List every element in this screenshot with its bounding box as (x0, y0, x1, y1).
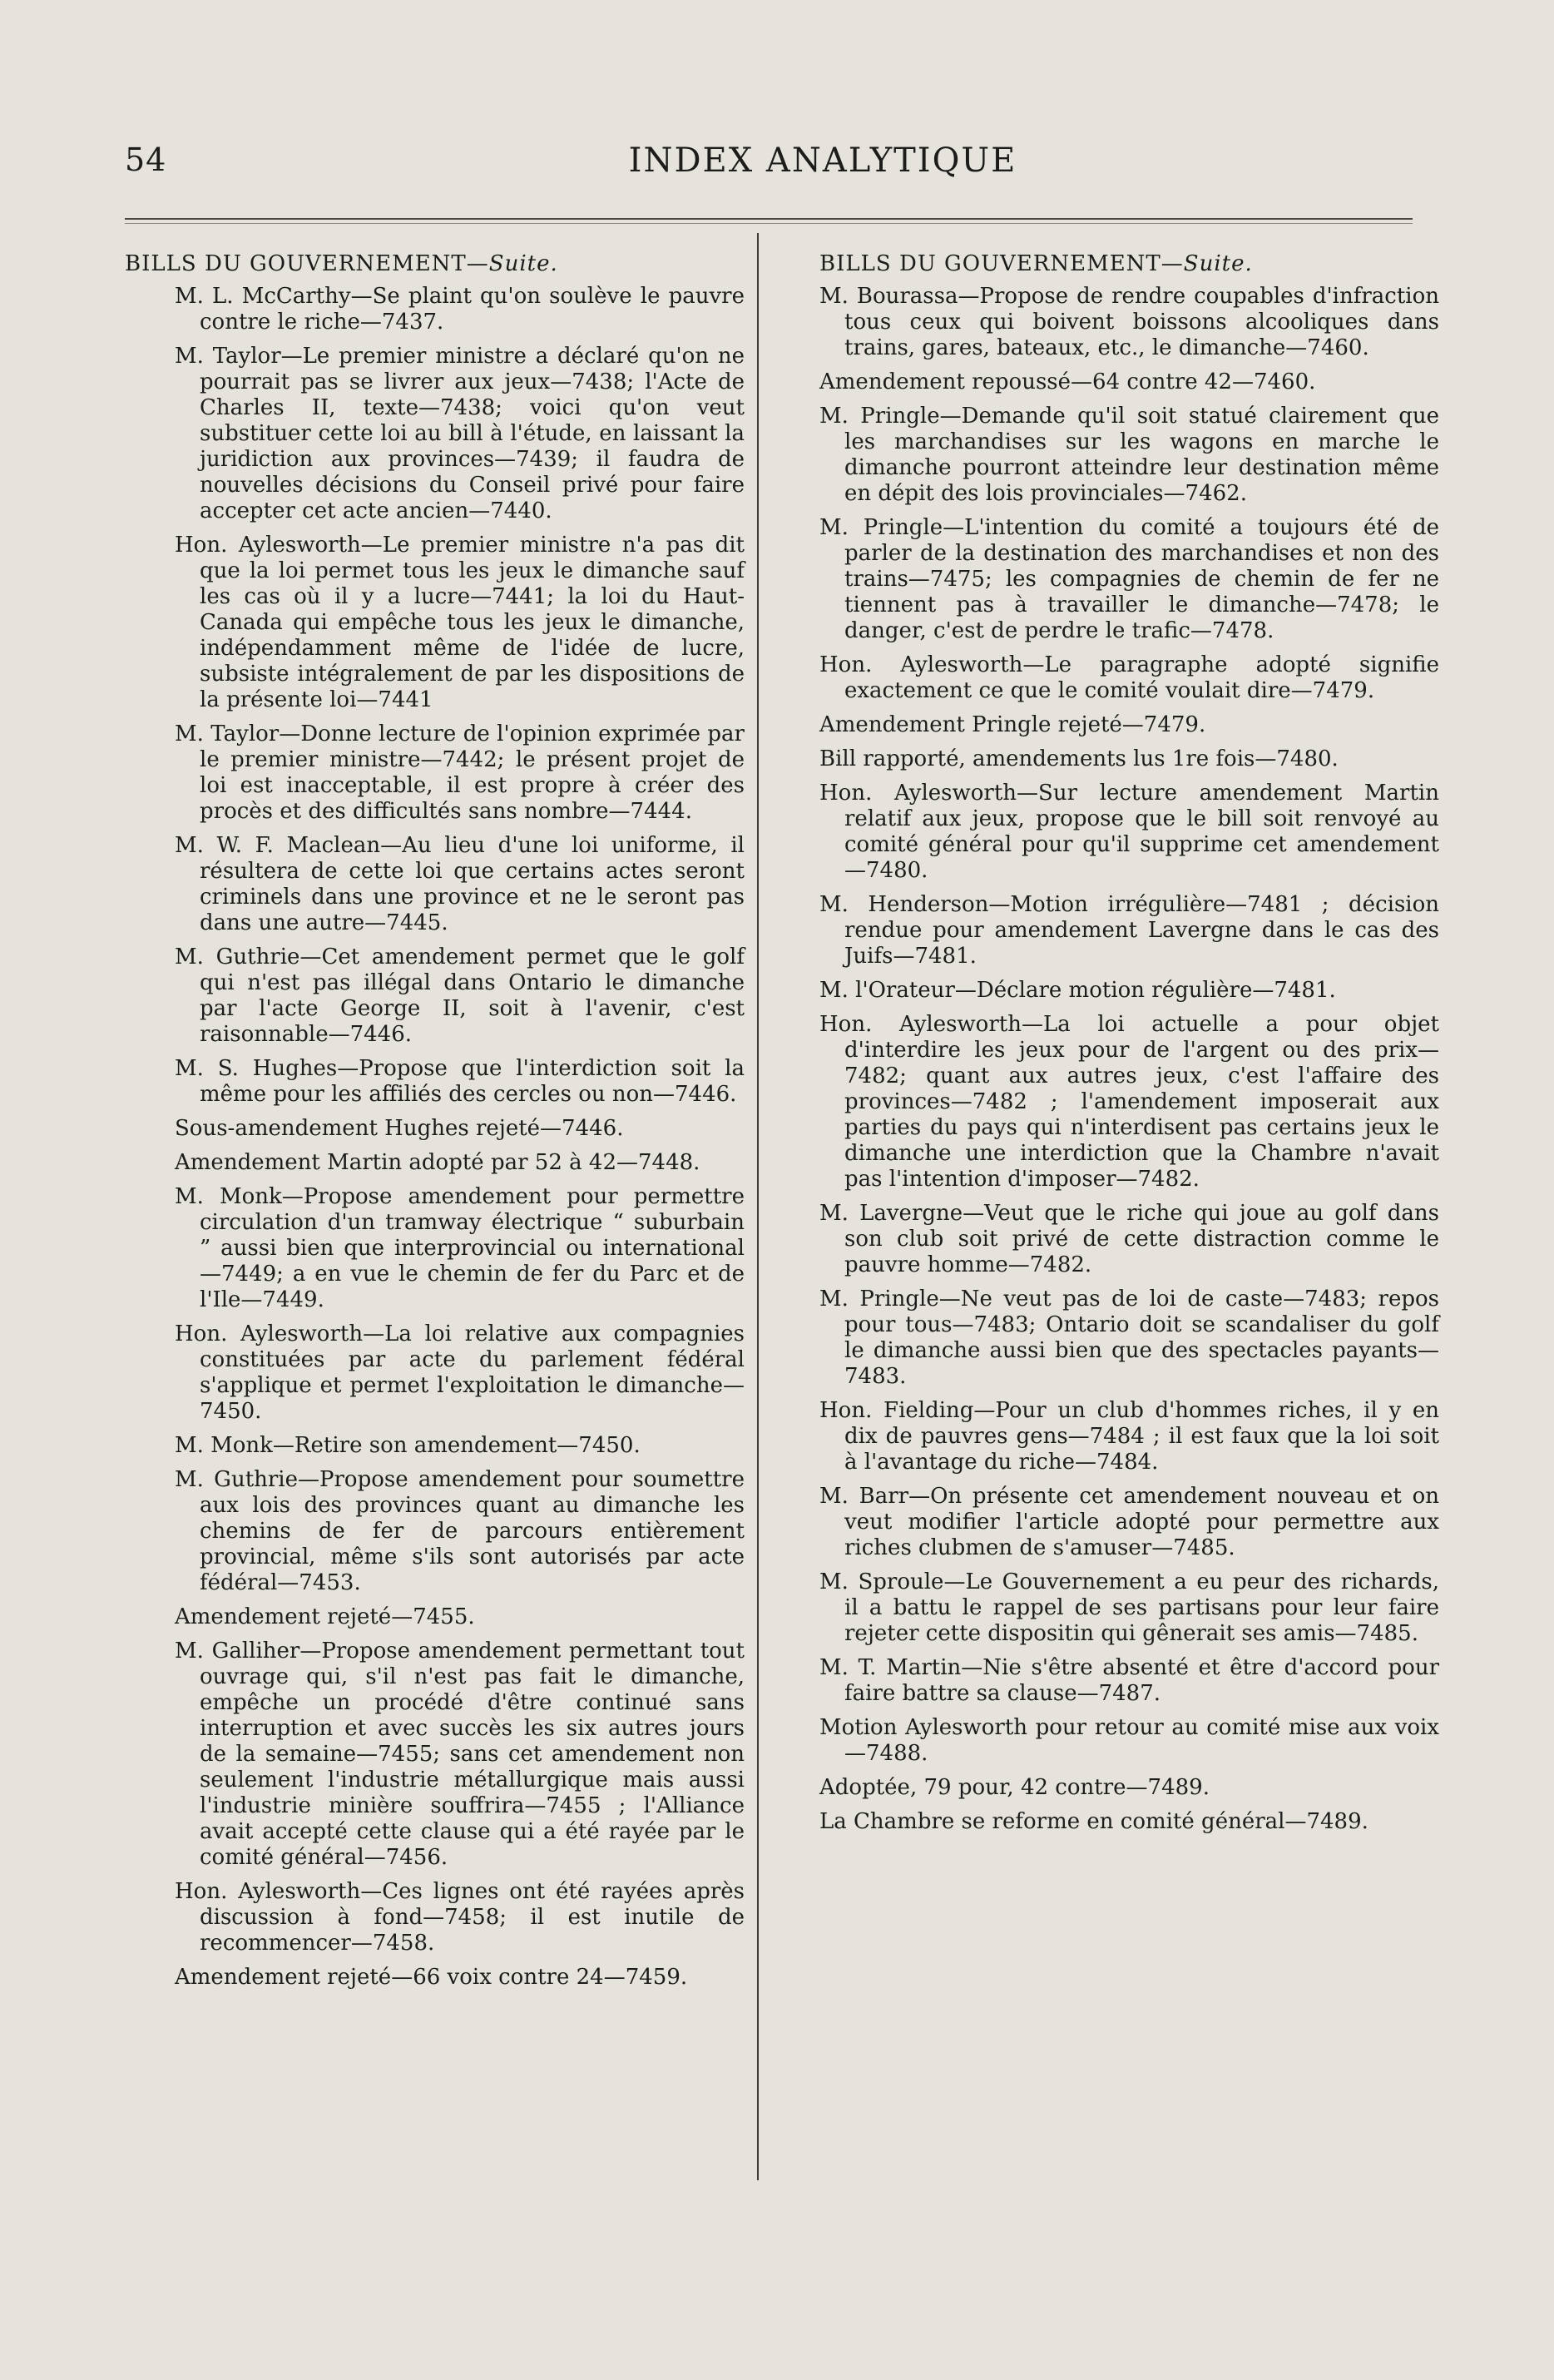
index-entry: M. S. Hughes—Propose que l'interdiction soit la même pour les affiliés des cercles ou non—7446. (175, 1056, 745, 1107)
index-entry: Hon. Aylesworth—Le paragraphe adopté signifie exactement ce que le comité voulait dire—7479. (819, 652, 1439, 703)
index-entry: Amendement Martin adopté par 52 à 42—7448. (175, 1150, 700, 1175)
index-entry: M. Pringle—Ne veut pas de loi de caste—7483; repos pour tous—7483; Ontario doit se scandaliser du golf le dimanche aussi bien que des spectacles payants—7483. (819, 1287, 1439, 1389)
index-entry: Hon. Fielding—Pour un club d'hommes riches, il y en dix de pauvres gens—7484 ; il est faux que la loi soit à l'avantage du riche—7484. (819, 1398, 1439, 1475)
index-entry: M. Bourassa—Propose de rendre coupables d'infraction tous ceux qui boivent boissons alcooliques dans trains, gares, bateaux, etc., le dimanche—7460. (819, 284, 1439, 360)
header-rule (125, 218, 1413, 224)
index-entry: M. l'Orateur—Déclare motion régulière—7481. (819, 978, 1336, 1003)
index-entry: Sous-amendement Hughes rejeté—7446. (175, 1116, 624, 1141)
index-entry: Amendement rejeté—66 voix contre 24—7459. (175, 1965, 688, 1990)
index-entry: M. Taylor—Le premier ministre a déclaré qu'on ne pourrait pas se livrer aux jeux—7438; l'Acte de Charles II, texte—7438; voici qu'on veut substituer cette loi au bill à l'étude, en laissant la juridiction aux provinces—7439; il faudra de nouvelles décisions du Conseil privé pour faire accepter cet acte ancien—7440. (175, 344, 745, 523)
heading-suite: Suite. (1183, 251, 1253, 276)
index-entry: Amendement repoussé—64 contre 42—7460. (819, 369, 1316, 394)
index-entry: M. T. Martin—Nie s'être absenté et être d'accord pour faire battre sa clause—7487. (819, 1655, 1439, 1706)
column-divider (757, 233, 759, 2180)
index-entry: M. Guthrie—Propose amendement pour soumettre aux lois des provinces quant au dimanche les chemins de fer de parcours entièrement provincial, même s'ils sont autorisés par acte fédéral—7453. (175, 1467, 745, 1595)
index-entry: M. Pringle—L'intention du comité a toujours été de parler de la destination des marchandises et non des trains—7475; les compagnies de chemin de fer ne tiennent pas à travailler le dimanche—7478; le danger, c'est de perdre le trafic—7478. (819, 515, 1439, 643)
index-entry: Amendement Pringle rejeté—7479. (819, 712, 1206, 737)
index-entry: Hon. Aylesworth—Le premier ministre n'a pas dit que la loi permet tous les jeux le dimanche sauf les cas où il y a lucre—7441; la loi du Haut-Canada qui empêche tous les jeux le dimanche, indépendamment même de l'idée de lucre, subsiste intégralement de par les dispositions de la présente loi—7441 (175, 533, 745, 712)
page-number: 54 (125, 141, 167, 178)
index-entry: Hon. Aylesworth—Sur lecture amendement Martin relatif aux jeux, propose que le bill soit renvoyé au comité général pour qu'il supprime cet amendement—7480. (819, 781, 1439, 883)
index-entry: M. Monk—Retire son amendement—7450. (175, 1433, 641, 1458)
index-entry: M. Monk—Propose amendement pour permettre circulation d'un tramway électrique “ suburbain ” aussi bien que interprovincial ou international—7449; a en vue le chemin de fer du Parc et de l'Ile—7449. (175, 1184, 745, 1312)
index-entry: M. Galliher—Propose amendement permettant tout ouvrage qui, s'il n'est pas fait le dimanche, empêche un procédé d'être continué sans interruption et avec succès les six autres jours de la semaine—7455; sans cet amendement non seulement l'industrie métallurgique mais aussi l'industrie minière souffrira—7455 ; l'Alliance avait accepté cette clause qui a été rayée par le comité général—7456. (175, 1639, 745, 1870)
index-entry: M. Sproule—Le Gouvernement a eu peur des richards, il a battu le rappel de ses partisans pour leur faire rejeter cette dispositin qui gênerait ses amis—7485. (819, 1569, 1439, 1646)
left-column (125, 251, 745, 1999)
index-entry: Hon. Aylesworth—Ces lignes ont été rayées après discussion à fond—7458; il est inutile de recommencer—7458. (175, 1879, 745, 1956)
index-entry: M. Lavergne—Veut que le riche qui joue au golf dans son club soit privé de cette distraction comme le pauvre homme—7482. (819, 1201, 1439, 1277)
index-entry: La Chambre se reforme en comité général—7489. (819, 1809, 1368, 1834)
index-entry: M. L. McCarthy—Se plaint qu'on soulève le pauvre contre le riche—7437. (175, 284, 745, 335)
page-header (125, 141, 1413, 191)
running-title: INDEX ANALYTIQUE (628, 141, 1017, 180)
heading-text: BILLS DU GOUVERNEMENT— (819, 251, 1184, 276)
heading-suite: Suite. (488, 251, 558, 276)
index-entry: M. W. F. Maclean—Au lieu d'une loi uniforme, il résultera de cette loi que certains actes seront criminels dans une province et ne le seront pas dans une autre—7445. (175, 833, 745, 935)
column-heading (819, 251, 1439, 277)
index-entry: Hon. Aylesworth—La loi actuelle a pour objet d'interdire les jeux pour de l'argent ou des prix—7482; quant aux autres jeux, c'est l'affaire des provinces—7482 ; l'amendement imposerait aux parties du pays qui n'interdisent pas certains jeux le dimanche une interdiction que la Chambre n'avait pas l'intention d'imposer—7482. (819, 1012, 1439, 1192)
index-entry: M. Henderson—Motion irrégulière—7481 ; décision rendue pour amendement Lavergne dans le cas des Juifs—7481. (819, 892, 1439, 969)
index-entry: M. Barr—On présente cet amendement nouveau et on veut modifier l'article adopté pour permettre aux riches clubmen de s'amuser—7485. (819, 1484, 1439, 1560)
index-entry: Hon. Aylesworth—La loi relative aux compagnies constituées par acte du parlement fédéral s'applique et permet l'exploitation le dimanche—7450. (175, 1321, 745, 1424)
left-entries (125, 284, 745, 1991)
column-heading (125, 251, 745, 277)
index-entry: M. Pringle—Demande qu'il soit statué clairement que les marchandises sur les wagons en marche le dimanche pourront atteindre leur destination même en dépit des lois provinciales—7462. (819, 404, 1439, 506)
index-entry: Adoptée, 79 pour, 42 contre—7489. (819, 1775, 1210, 1800)
right-entries (819, 284, 1439, 1835)
index-entry: Motion Aylesworth pour retour au comité mise aux voix—7488. (819, 1715, 1439, 1766)
right-column (819, 251, 1439, 1843)
heading-text: BILLS DU GOUVERNEMENT— (125, 251, 489, 276)
index-entry: M. Guthrie—Cet amendement permet que le golf qui n'est pas illégal dans Ontario le dimanche par l'acte George II, soit à l'avenir, c'est raisonnable—7446. (175, 945, 745, 1047)
index-entry: M. Taylor—Donne lecture de l'opinion exprimée par le premier ministre—7442; le présent projet de loi est inacceptable, il est propre à créer des procès et des difficultés sans nombre—7444. (175, 721, 745, 824)
index-entry: Amendement rejeté—7455. (175, 1604, 475, 1629)
index-entry: Bill rapporté, amendements lus 1re fois—7480. (819, 746, 1339, 771)
